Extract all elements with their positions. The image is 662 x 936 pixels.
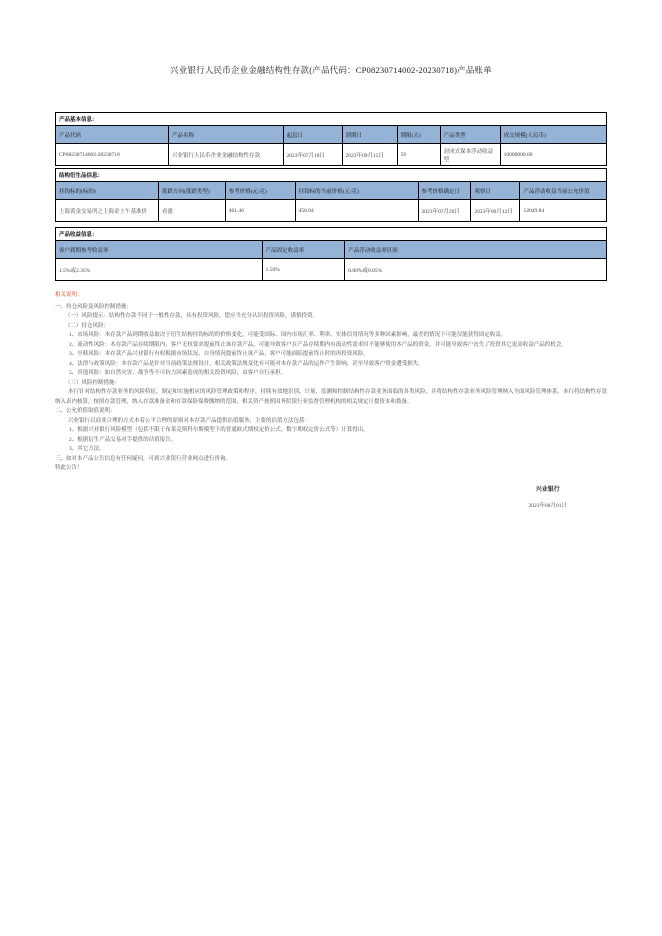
column-header: 成交规模(人民币) — [500, 126, 606, 144]
table-cell-fair-value: 12049.84 — [520, 200, 607, 222]
table-cell-deal-size: 10000000.00 — [500, 144, 606, 166]
table-cell-product-code: CP08230714002-20230718 — [56, 144, 169, 166]
table-cell-reference-price: 461.46 — [225, 200, 295, 222]
note-line: 5、其他风险：如自然灾害、战争等不可抗力因素造成的相关投资风险，由客户自行承担。 — [69, 370, 287, 376]
table-cell-product-name: 兴业银行人民币企业金融结构性存款 — [168, 144, 283, 166]
note-line: 2、根据衍生产品交易对手提供的估值报告。 — [69, 436, 177, 443]
table-cell-product-type: 封闭式保本浮动收益型 — [440, 144, 500, 166]
signature-date: 2023年08月01日 — [528, 502, 567, 509]
table-cell-maturity-date: 2023年09月15日 — [342, 144, 397, 166]
column-header: 观察日 — [471, 182, 520, 200]
table-cell-reference-yield: 1.5%或2.35% — [56, 259, 263, 281]
notes-heading: 相关说明： — [55, 292, 83, 298]
structured-derivative-table — [55, 168, 607, 222]
product-basic-info-table — [55, 112, 607, 166]
note-line: 兴业银行以商业合理的方式本着公平合理的原则对本存款产品提供估值服务，主要的估值方法包括： — [68, 417, 311, 424]
section-row-derivative-info — [56, 169, 607, 182]
income-header-row — [56, 241, 607, 259]
signature-bank-name: 兴业银行 — [535, 486, 560, 493]
table-cell-term-days: 59 — [397, 144, 440, 166]
basic-info-header-row — [56, 126, 607, 144]
note-line: （一）风险提示：结构性存款不同于一般性存款，具有投资风险，您应当充分认识投资风险，谨慎投资。 — [65, 313, 319, 319]
column-header: 客户到期参考收益率 — [56, 241, 263, 259]
column-header: 挂钩标的当前价格(元/克) — [295, 182, 418, 200]
note-line: 4、法律与政策风险：本存款产品是针对当前政策法规设计，相关政策法规变化有可能对本存款产品的运作产生影响，甚至导致客户资金遭受损失。 — [69, 360, 424, 367]
product-income-table — [55, 227, 607, 281]
column-header: 产品浮动收益当前公允价值 — [520, 182, 607, 200]
note-line: （二）持仓风险： — [65, 322, 110, 329]
note-line: 特此公告！ — [55, 465, 83, 471]
column-header: 涨跌方向(涨跌类型) — [159, 182, 226, 200]
section-row-basic-info — [56, 113, 607, 126]
section-title-income-info: 产品收益信息： — [56, 228, 607, 241]
note-line: 3、早赎风险：本存款产品兴业银行有权根据市场状况、自身情况提前终止该产品，客户可能面临提前终止时的再投资风险。 — [69, 351, 369, 357]
note-line: 三、如对本产品公告信息有任何疑问，可到兴业银行营业网点进行咨询。 — [55, 455, 232, 462]
section-title-basic-info: 产品基本信息： — [56, 113, 607, 126]
table-cell-value-date: 2023年07月18日 — [283, 144, 342, 166]
section-row-income-info — [56, 228, 607, 241]
column-header: 起息日 — [283, 126, 342, 144]
table-cell-current-price: 456.94 — [295, 200, 418, 222]
table-cell-observation-date: 2023年09月12日 — [471, 200, 520, 222]
column-header: 期限(天) — [397, 126, 440, 144]
table-cell-fixed-yield: 1.50% — [262, 259, 345, 281]
note-line: 2、流动性风险：本存款产品存续期限内，客户无权要求提前终止该存款产品，可能导致客户在产品存续期内有流动性需求时不能够使用本产品的资金，并可能导致客户丧失了投资其它更高收益产品的机会。 — [69, 341, 567, 348]
note-line: 1、根据兴业银行风险模型（包括不限于布莱克斯科尔斯模型下的普通欧式期权定价公式、数字期权定价公式等）计算得出。 — [69, 427, 369, 433]
column-header: 参考价格(元/克) — [225, 182, 295, 200]
derivative-data-row — [56, 200, 607, 222]
table-cell-floating-yield-range: 0.00%或0.85% — [345, 259, 607, 281]
document-title: 兴业银行人民币企业金融结构性存款(产品代码：CP08230714002-20230718)产品账单 — [170, 65, 492, 75]
column-header: 到期日 — [342, 126, 397, 144]
signature-block — [528, 484, 567, 509]
column-header: 挂钩标的(标的) — [56, 182, 159, 200]
notes-section — [55, 291, 607, 474]
income-data-row — [56, 259, 607, 281]
note-line: （三）风险控制措施： — [65, 379, 121, 386]
note-line: 一、持仓风险及风险控制措施： — [55, 303, 133, 310]
derivative-header-row — [56, 182, 607, 200]
basic-info-data-row — [56, 144, 607, 166]
section-title-derivative-info: 结构衍生品信息： — [56, 169, 607, 182]
note-paragraph: 本行针对结构性存款业务的风险特征，制定和实施相应的风险管理政策和程序，持续有效地识别、计量、监测和控制结构性存款业务面临的各类风险，并将结构性存款业务风险管理纳入全面风险管理体系。本行将结构性存款纳入表内核算，按照存款管理，纳入存款准备金和存款保险保费缴纳的范围，相关资产按照国务院银行业监督管理机构的相关规定计提资本和拨备。 — [55, 389, 608, 405]
table-cell-fixing-date: 2023年07月20日 — [418, 200, 471, 222]
table-cell-underlying: 上海黄金交易所之上海金上午基准价 — [56, 200, 159, 222]
note-line: 3、其它方法。 — [69, 446, 105, 452]
column-header: 产品名称 — [168, 126, 283, 144]
column-header: 产品代码 — [56, 126, 169, 144]
column-header: 产品固定收益率 — [262, 241, 345, 259]
column-header: 产品浮动收益率区间 — [345, 241, 607, 259]
note-line: 二、公允价值取值说明： — [55, 408, 116, 414]
column-header: 产品类型 — [440, 126, 500, 144]
note-line: 1、市场风险：本存款产品到期收益取决于衍生结构挂钩标的的价格变化，可能受国际、国内市场汇率、利率、实体信用情况等多种因素影响，最差的情况下可能仅能获得固定收益。 — [69, 332, 507, 338]
table-cell-direction: 看涨 — [159, 200, 226, 222]
column-header: 参考价格确定日 — [418, 182, 471, 200]
